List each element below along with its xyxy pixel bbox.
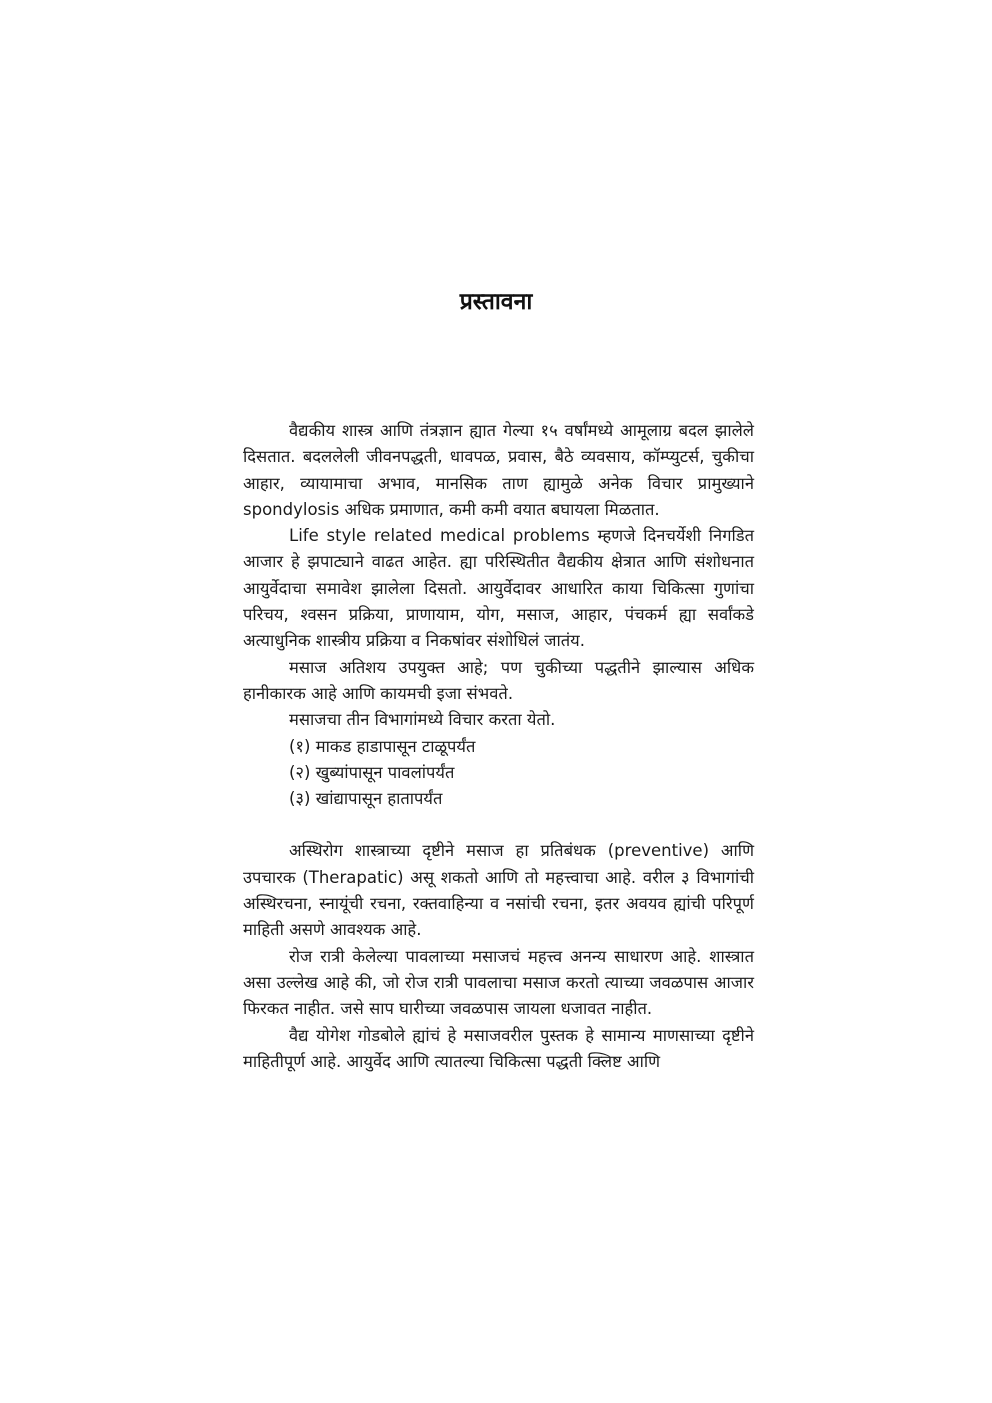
list-item: (१) माकड हाडापासून टाळूपर्यंत [289,736,476,756]
paragraph-3: मसाज अतिशय उपयुक्त आहे; पण चुकीच्या पद्धतीने झाल्यास अधिक हानीकारक आहे आणि कायमची इजा संभवते. [243,657,754,703]
paragraph-5: अस्थिरोग शास्त्राच्या दृष्टीने मसाज हा प्रतिबंधक (preventive) आणि उपचारक (Therapatic) असू शकतो आणि तो महत्त्वाचा आहे. वरील ३ विभागांची अस्थिरचना, स्नायूंची रचना, रक्तवाहिन्या व नसांची रचना, इतर अवयव ह्यांची परिपूर्ण माहिती असणे आवश्यक आहे. [243,841,754,940]
preface-body [243,418,754,1075]
page-title: प्रस्तावना [459,289,533,315]
list-item: (२) खुब्यांपासून पावलांपर्यंत [289,762,455,782]
paragraph-7: वैद्य योगेश गोडबोले ह्यांचं हे मसाजवरील पुस्तक हे सामान्य माणसाच्या दृष्टीने माहितीपूर्ण आहे. आयुर्वेद आणि त्यातल्या चिकित्सा पद्धती क्लिष्ट आणि [243,1025,754,1071]
section-gap [243,812,754,838]
paragraph-2: Life style related medical problems म्हणजे दिनचर्येशी निगडित आजार हे झपाट्याने वाढत आहेत. ह्या परिस्थितीत वैद्यकीय क्षेत्रात आणि संशोधनात आयुर्वेदाचा समावेश झालेला दिसतो. आयुर्वेदावर आधारित काया चिकित्सा गुणांचा परिचय, श्वसन प्रक्रिया, प्राणायाम, योग, मसाज, आहार, पंचकर्म ह्या सर्वांकडे अत्याधुनिक शास्त्रीय प्रक्रिया व निकषांवर संशोधिलं जातंय. [243,526,754,651]
paragraph-6: रोज रात्री केलेल्या पावलाच्या मसाजचं महत्त्व अनन्य साधारण आहे. शास्त्रात असा उल्लेख आहे की, जो रोज रात्री पावलाचा मसाज करतो त्याच्या जवळपास आजार फिरकत नाहीत. जसे साप घारीच्या जवळपास जायला धजावत नाहीत. [243,946,754,1019]
paragraph-1: वैद्यकीय शास्त्र आणि तंत्रज्ञान ह्यात गेल्या १५ वर्षांमध्ये आमूलाग्र बदल झालेले दिसतात. बदललेली जीवनपद्धती, धावपळ, प्रवास, बैठे व्यवसाय, कॉम्प्युटर्स, चुकीचा आहार, व्यायामाचा अभाव, मानसिक ताण ह्यामुळे अनेक विचार प्रामुख्याने spondylosis अधिक प्रमाणात, कमी कमी वयात बघायला मिळतात. [243,421,754,519]
paragraph-4: मसाजचा तीन विभागांमध्ये विचार करता येतो. [289,710,556,730]
massage-sections-list [243,734,754,813]
list-item: (३) खांद्यापासून हातापर्यंत [289,789,443,809]
